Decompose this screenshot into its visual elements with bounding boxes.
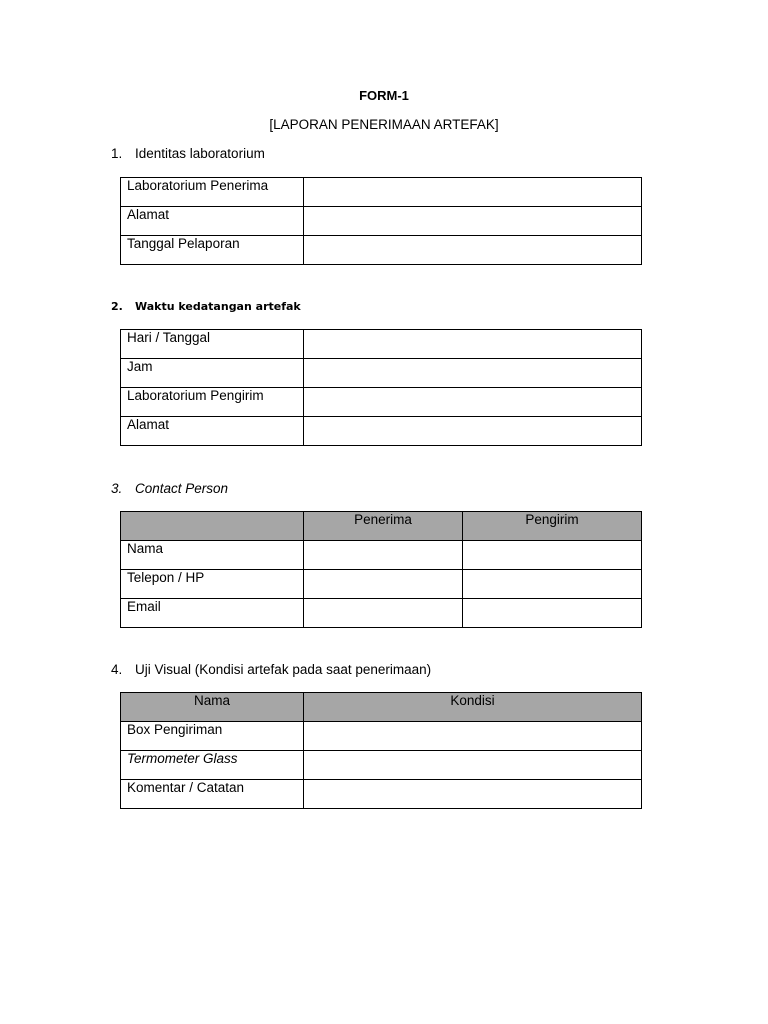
arrival-time-table (120, 329, 642, 446)
visual-inspection-table (120, 692, 642, 809)
form-subtitle: [LAPORAN PENERIMAAN ARTEFAK] (269, 117, 499, 132)
column-header-kondisi: Kondisi (304, 693, 642, 722)
row-label: Jam (121, 359, 304, 388)
receiver-email-field[interactable] (304, 599, 463, 628)
table-row (121, 359, 642, 388)
row-label: Laboratorium Pengirim (121, 388, 304, 417)
sending-lab-field[interactable] (304, 388, 642, 417)
table-row (121, 541, 642, 570)
section-1-title: Identitas laboratorium (135, 146, 265, 161)
table-row (121, 207, 642, 236)
comments-field[interactable] (304, 780, 642, 809)
table-header-row (121, 693, 642, 722)
column-header-nama: Nama (121, 693, 304, 722)
address-field[interactable] (304, 207, 642, 236)
table-row (121, 178, 642, 207)
day-date-field[interactable] (304, 330, 642, 359)
section-1-number: 1. (111, 146, 123, 161)
time-field[interactable] (304, 359, 642, 388)
report-date-field[interactable] (304, 236, 642, 265)
section-3-heading (111, 481, 228, 496)
table-row (121, 751, 642, 780)
section-3-title: Contact Person (135, 481, 229, 496)
receiving-lab-field[interactable] (304, 178, 642, 207)
table-row (121, 570, 642, 599)
column-header-pengirim: Pengirim (463, 512, 642, 541)
row-label: Hari / Tanggal (121, 330, 304, 359)
row-label: Alamat (121, 207, 304, 236)
table-row (121, 722, 642, 751)
row-label: Nama (121, 541, 304, 570)
laboratory-identity-table (120, 177, 642, 265)
column-header-penerima: Penerima (304, 512, 463, 541)
box-condition-field[interactable] (304, 722, 642, 751)
table-row (121, 780, 642, 809)
table-row (121, 599, 642, 628)
receiver-name-field[interactable] (304, 541, 463, 570)
receiver-phone-field[interactable] (304, 570, 463, 599)
section-2-number: 2. (111, 300, 123, 313)
section-4-number: 4. (111, 662, 123, 677)
table-row (121, 388, 642, 417)
row-label: Komentar / Catatan (121, 780, 304, 809)
section-2-title: Waktu kedatangan artefak (135, 300, 301, 313)
sender-email-field[interactable] (463, 599, 642, 628)
table-header-row (121, 512, 642, 541)
contact-person-table (120, 511, 642, 628)
table-row (121, 236, 642, 265)
row-label: Telepon / HP (121, 570, 304, 599)
thermometer-condition-field[interactable] (304, 751, 642, 780)
section-1-heading (111, 146, 265, 161)
section-2-heading (111, 300, 301, 313)
table-row (121, 417, 642, 446)
row-label: Alamat (121, 417, 304, 446)
row-label: Termometer Glass (121, 751, 304, 780)
section-4-heading (111, 662, 431, 677)
row-label: Box Pengiriman (121, 722, 304, 751)
sender-address-field[interactable] (304, 417, 642, 446)
sender-phone-field[interactable] (463, 570, 642, 599)
row-label: Laboratorium Penerima (121, 178, 304, 207)
section-4-title: Uji Visual (Kondisi artefak pada saat penerimaan) (135, 662, 432, 677)
row-label: Tanggal Pelaporan (121, 236, 304, 265)
section-3-number: 3. (111, 481, 123, 496)
row-label: Email (121, 599, 304, 628)
sender-name-field[interactable] (463, 541, 642, 570)
column-header-blank (121, 512, 304, 541)
table-row (121, 330, 642, 359)
form-title: FORM-1 (359, 88, 409, 103)
